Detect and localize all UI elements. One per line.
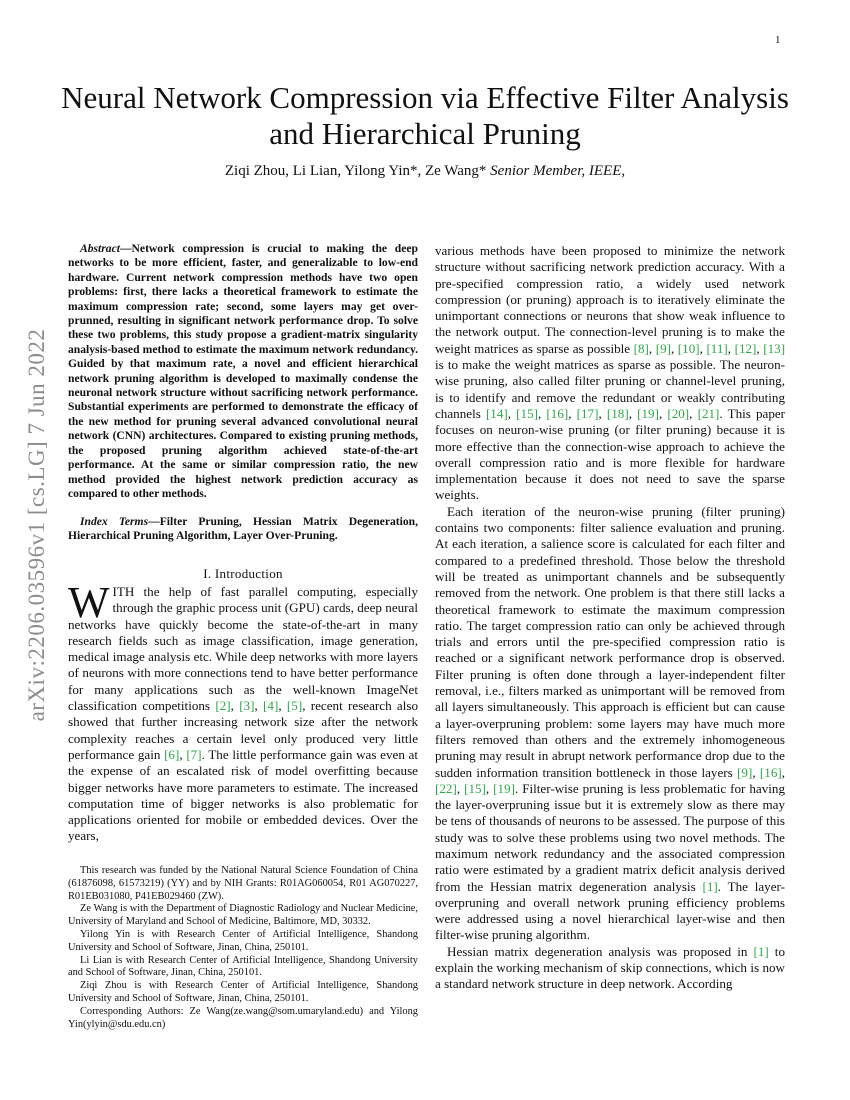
author-line bbox=[60, 163, 790, 180]
intro-text: , recent research also showed that further increasing network size after the network complexity reaches a certain level only produced very little performance gain bbox=[68, 698, 419, 762]
citation-link[interactable]: [13] bbox=[763, 340, 786, 356]
footnotes bbox=[68, 865, 418, 1031]
body-paragraph: Each iteration of the neuron-wise pruning (filter pruning) contains two components: filter salience evaluation and pruning. At each iteration, a salience score is calculated for each filter and compared to a predefined threshold. Those below the threshold will be treated as unimportant channels and be subsequently removed from the network. One problem is that there still lacks a theoretical framework to estimate the maximum compression ratio. The target compression ratio can only be achieved through trials and errors until the pre-specified compression ratio is reached or a significant network performance drop is observed. Filter pruning is often done through a layer-independent filter removal, i.e., filters marked as unimportant will be removed from all layers simultaneously. This approach is efficient but can cause a layer-overpruning problem: some layers may have much more filters removed than others and the extremely inhomogeneous pruning may result in abrupt network performance drop due to the sudden information transition bottleneck in those layers [9], [16], [22], [15], [19]. Filter-wise pruning is less problematic for having the layer-overpruning issue but it is extremely slow as there may be tens of thousands of neurons to be assessed. The purpose of this study was to solve these problems using two novel methods. The maximum network redundancy and the associated compression ratio were estimated by a gradient matrix deficit analysis derived from the Hessian matrix degeneration analysis [1]. The layer-overpruning and overall network pruning efficiency problems were addressed using a novel hierarchical layer-wise and then filter-wise pruning algorithm. bbox=[435, 503, 786, 943]
citation-link[interactable]: [12] bbox=[734, 340, 757, 356]
paper-title: Neural Network Compression via Effective Filter Analysis and Hierarchical Pruning bbox=[61, 80, 789, 151]
footnote-affiliation: Ze Wang is with the Department of Diagnostic Radiology and Nuclear Medicine, University of Maryland and School of Medicine, Baltimore, MD, 30332. bbox=[68, 903, 418, 928]
citation-link[interactable]: [15] bbox=[516, 405, 538, 421]
citation-link[interactable]: [7] bbox=[186, 746, 202, 762]
citation-link[interactable]: [15] bbox=[464, 780, 486, 796]
author-membership: Senior Member, IEEE, bbox=[490, 163, 626, 179]
sep: , bbox=[230, 698, 240, 714]
sep: , bbox=[179, 746, 187, 762]
right-column bbox=[435, 243, 785, 993]
abstract-label: Abstract bbox=[80, 242, 120, 255]
citation-link[interactable]: [14] bbox=[485, 405, 508, 421]
citation-link[interactable]: [9] bbox=[655, 340, 671, 356]
index-terms-label: Index Terms bbox=[80, 515, 149, 528]
citation-link[interactable]: [16] bbox=[759, 764, 782, 780]
citation-link[interactable]: [22] bbox=[435, 780, 457, 796]
citation-link[interactable]: [16] bbox=[546, 405, 569, 421]
citation-link[interactable]: [1] bbox=[753, 943, 769, 959]
citation-link[interactable]: [17] bbox=[576, 405, 599, 421]
page-number: 1 bbox=[775, 34, 781, 46]
citation-link[interactable]: [5] bbox=[286, 698, 303, 714]
body-paragraph: Hessian matrix degeneration analysis was proposed in [1] to explain the working mechanism of skip connections, which is now a standard network structure in deep network. According bbox=[435, 943, 785, 992]
arxiv-stamp: arXiv:2206.03596v1 [cs.LG] 7 Jun 2022 bbox=[24, 328, 49, 722]
abstract-text: —Network compression is crucial to making the deep networks to be more efficient, faster, and generalizable to low-end hardware. Current network compression methods have two open problems: first, there lacks a theoretical framework to estimate the maximum compression rate; second, some layers may get over-prunned, resulting in significant network performance drop. To solve these two problems, this study propose a gradient-matrix singularity analysis-based method to estimate the maximum network redundancy. Guided by that maximum rate, a novel and efficient hierarchical network pruning algorithm is developed to maximally condense the neuronal network structure without sacrificing network performance. Substantial experiments are performed to demonstrate the efficacy of the new method for pruning several advanced convolutional neural network (CNN) architectures. Compared to existing pruning methods, the proposed pruning algorithm achieved state-of-the-art performance. At the same or similar compression ratio, the new method provided the highest network prediction accuracy as compared to other methods. bbox=[68, 242, 418, 500]
citation-link[interactable]: [4] bbox=[263, 698, 279, 714]
citation-link[interactable]: [20] bbox=[667, 405, 690, 421]
citation-link[interactable]: [19] bbox=[637, 405, 659, 421]
citation-link[interactable]: [3] bbox=[239, 698, 255, 714]
footnote-affiliation: Ziqi Zhou is with Research Center of Artificial Intelligence, Shandong University and School of Software, Jinan, China, 250101. bbox=[68, 980, 418, 1004]
sep: , bbox=[254, 698, 264, 714]
citation-link[interactable]: [6] bbox=[164, 746, 180, 762]
section-heading: I. Introduction bbox=[203, 566, 283, 581]
abstract bbox=[68, 242, 418, 501]
citation-link[interactable]: [18] bbox=[606, 405, 629, 421]
citation-link[interactable]: [2] bbox=[215, 698, 231, 714]
author-names: Ziqi Zhou, Li Lian, Yilong Yin*, Ze Wang* bbox=[224, 163, 487, 179]
intro-paragraph bbox=[68, 578, 419, 845]
arxiv-sidebar bbox=[16, 275, 58, 775]
citation-link[interactable]: [10] bbox=[677, 340, 700, 356]
intro-text: . The little performance gain was even at the expense of an escalated risk of model overfitting because bigger networks have more parameters to estimate. The increased computation time of bigger networks is also problematic for applications oriented for mobile or embedded devices. Over the years, bbox=[68, 746, 418, 844]
index-terms-text: —Filter Pruning, Hessian Matrix Degeneration, Hierarchical Pruning Algorithm, Layer Over-Pruning. bbox=[68, 515, 418, 543]
body-paragraph: various methods have been proposed to minimize the network structure without sacrificing network prediction accuracy. With a pre-specified compression ratio, a widely used network compression (or pruning) approach is to iteratively eliminate the unimportant connections or neurons that show weak influence to the network output. The connection-level pruning is to make the weight matrices as sparse as possible [8], [9], [10], [11], [12], [13] is to make the weight matrices as sparse as possible. The neuron-wise pruning, also called filter pruning or channel-level pruning, is to identify and remove the redundant or weakly contributing channels [14], [15], [16], [17], [18], [19], [20], [21]. This paper focuses on neuron-wise pruning (or filter pruning) because it is more effective than the connection-wise approach to achieve the overall compression ratio and is more flexible for hardware implementation because it does not need to save the sparse weights. bbox=[435, 243, 786, 503]
footnote-corresponding: Corresponding Authors: Ze Wang(ze.wang@som.umaryland.edu) and Yilong Yin(ylyin@sdu.edu.cn) bbox=[68, 1005, 418, 1030]
citation-link[interactable]: [11] bbox=[706, 340, 728, 356]
citation-link[interactable]: [8] bbox=[633, 340, 649, 356]
citation-link[interactable]: [1] bbox=[702, 878, 718, 894]
intro-text: ITH the help of fast parallel computing, especially through the graphic process unit (GPU) cards, deep neural networks have quickly become the state-of-the-art in many research fields such as image classification, image generation, medical image analysis etc. While deep networks with more layers of neurons with more connections tend to have better performance for many applications such as the well-known ImageNet classification competitions bbox=[68, 584, 418, 714]
dropcap: W bbox=[68, 578, 110, 627]
citation-link[interactable]: [21] bbox=[697, 405, 720, 421]
footnote-funding: This research was funded by the National Natural Science Foundation of China (61876098, 61573219) (YY) and by NIH Grants: R01AG060054, R01 AG070227, R01EB031080, P41EB029460 (ZW). bbox=[68, 865, 418, 902]
footnote-affiliation: Yilong Yin is with Research Center of Artificial Intelligence, Shandong University and School of Software, Jinan, China, 250101. bbox=[68, 928, 418, 953]
sep: , bbox=[278, 698, 287, 714]
citation-link[interactable]: [19] bbox=[493, 780, 515, 796]
footnote-affiliation: Li Lian is with Research Center of Artificial Intelligence, Shandong University and School of Software, Jinan, China, 250101. bbox=[68, 954, 418, 979]
index-terms bbox=[68, 515, 418, 544]
citation-link[interactable]: [9] bbox=[737, 764, 753, 780]
